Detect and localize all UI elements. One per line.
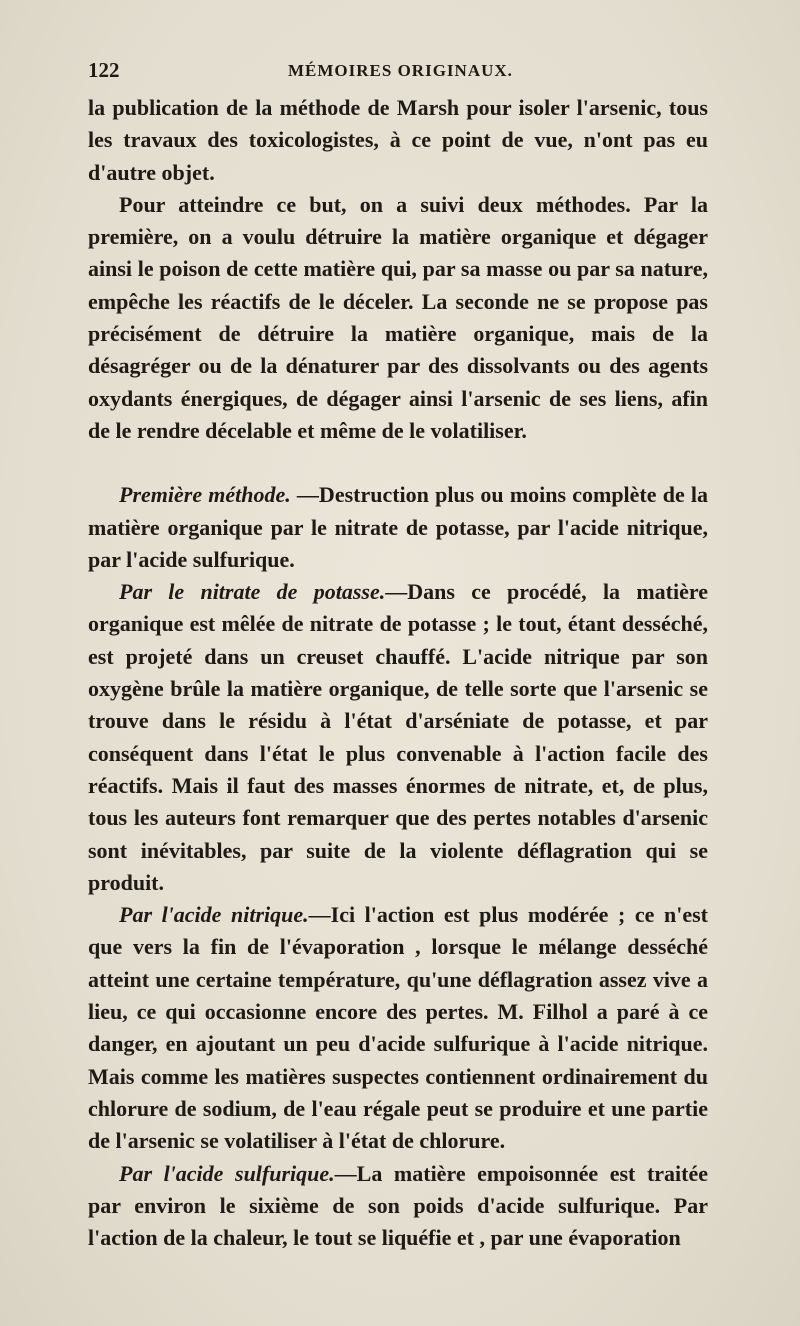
section-heading: Première méthode. — [119, 482, 291, 508]
body-text — [88, 92, 708, 1254]
paragraph-text: —La matière empoisonnée est traitée par environ le sixième de son poids d'acide sulfurique. Par l'action de la chaleur, le tout se liquéfie et , par une évaporation — [88, 1160, 709, 1251]
paragraph — [88, 92, 708, 189]
subsection-heading: Par l'acide nitrique. — [119, 902, 309, 928]
paragraph — [88, 1158, 708, 1255]
running-head: MÉMOIRES ORIGINAUX. — [288, 61, 513, 80]
page-number: 122 — [88, 58, 120, 82]
subsection-heading: Par l'acide sulfurique. — [119, 1160, 335, 1186]
paragraph — [88, 899, 708, 1157]
paragraph-text: —Dans ce procédé, la matière organique est mêlée de nitrate de potasse ; le tout, étant desséché, est projeté dans un creuset chauffé. L'acide nitrique par son oxygène brûle la matière organique, de telle sorte que l'arsenic se trouve dans le résidu à l'état d'arséniate de potasse, et par conséquent dans l'état le plus convenable à l'action facile des réactifs. Mais il faut des masses énormes de nitrate, et, de plus, tous les auteurs font remarquer que des pertes notables d'arsenic sont inévitables, par suite de la violente déflagration qui se produit. — [88, 579, 709, 895]
section-paragraph — [88, 479, 708, 576]
paragraph-text: Pour atteindre ce but, on a suivi deux méthodes. Par la première, on a voulu détruire la matière organique et dégager ainsi le poison de cette matière qui, par sa masse ou par sa nature, empêche les réactifs de le déceler. La seconde ne se propose pas précisément de détruire la matière organique, mais de la désagréger ou de la dénaturer par des dissolvants ou des agents oxydants énergiques, de dégager ainsi l'arsenic de ses liens, afin de le rendre décelable et même de le volatiliser. — [88, 191, 708, 443]
paragraph — [88, 189, 708, 447]
page-header — [88, 58, 708, 92]
subsection-heading: Par le nitrate de potasse. — [119, 579, 386, 605]
paragraph-text: —Destruction plus ou moins complète de la matière organique par le nitrate de potasse, par l'acide nitrique, par l'acide sulfurique. — [88, 482, 708, 572]
paragraph-text: la publication de la méthode de Marsh pour isoler l'arsenic, tous les travaux des toxicologistes, à ce point de vue, n'ont pas eu d'autre objet. — [88, 95, 708, 185]
paragraph — [88, 576, 708, 899]
paragraph-text: —Ici l'action est plus modérée ; ce n'est que vers la fin de l'évaporation , lorsque le mélange desséché atteint une certaine température, qu'une déflagration assez vive a lieu, ce qui occasionne encore des pertes. M. Filhol a paré à ce danger, en ajoutant un peu d'acide sulfurique à l'acide nitrique. Mais comme les matières suspectes contiennent ordinairement du chlorure de sodium, de l'eau régale peut se produire et une partie de l'arsenic se volatiliser à l'état de chlorure. — [88, 902, 709, 1154]
